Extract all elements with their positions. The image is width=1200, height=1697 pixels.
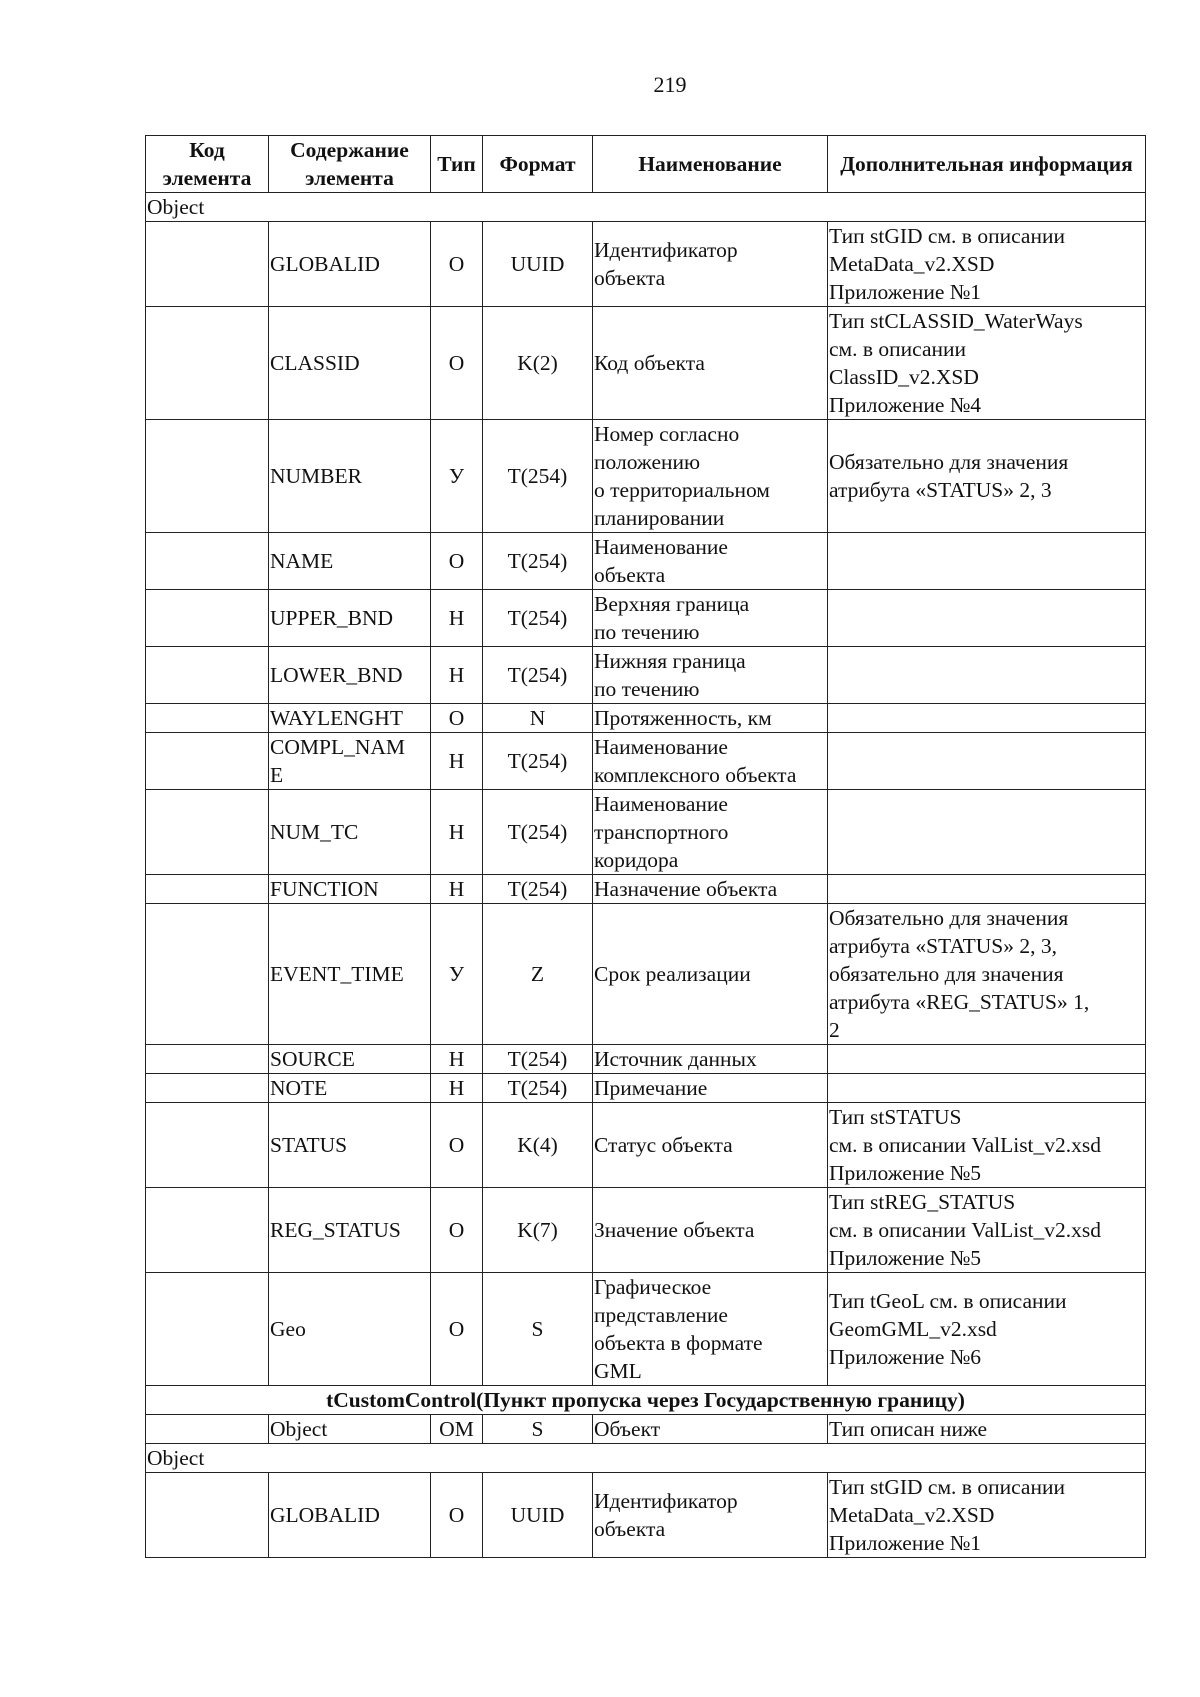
- cell-type: [431, 222, 483, 307]
- cell-content: [269, 704, 431, 733]
- cell-code: [146, 875, 269, 904]
- table-row: [146, 647, 1146, 704]
- cell-content: [269, 790, 431, 875]
- cell-code: [146, 1273, 269, 1386]
- cell-format-text: T(254): [507, 749, 568, 773]
- cell-name: [593, 1103, 828, 1188]
- cell-type-text: О: [448, 549, 465, 573]
- cell-format-text: UUID: [510, 252, 565, 276]
- cell-content: [269, 1415, 431, 1444]
- cell-content: [269, 1273, 431, 1386]
- cell-name: [593, 875, 828, 904]
- cell-name: [593, 590, 828, 647]
- cell-info-text: Тип stSTATUS см. в описании ValList_v2.xsd Приложение №5: [829, 1105, 1102, 1185]
- cell-code: [146, 420, 269, 533]
- cell-name: [593, 1045, 828, 1074]
- cell-content-text: STATUS: [270, 1133, 348, 1157]
- cell-type: [431, 420, 483, 533]
- cell-code: [146, 590, 269, 647]
- cell-content: [269, 875, 431, 904]
- table-row: [146, 1074, 1146, 1103]
- cell-code: [146, 704, 269, 733]
- cell-type-text: О: [448, 1133, 465, 1157]
- cell-content-text: COMPL_NAM E: [270, 735, 405, 787]
- cell-type: [431, 1188, 483, 1273]
- cell-format-text: K(2): [517, 351, 558, 375]
- cell-code: [146, 1188, 269, 1273]
- cell-content: [269, 647, 431, 704]
- cell-type-text: О: [448, 351, 465, 375]
- table-row: [146, 1103, 1146, 1188]
- cell-content-text: NUM_TC: [270, 820, 359, 844]
- cell-type-text: Н: [448, 820, 465, 844]
- cell-format-text: T(254): [507, 464, 568, 488]
- cell-code: [146, 222, 269, 307]
- cell-info: [828, 420, 1146, 533]
- section-label: Object: [146, 193, 1146, 222]
- cell-type: [431, 1415, 483, 1444]
- cell-name-text: Значение объекта: [594, 1218, 755, 1242]
- cell-content-text: CLASSID: [270, 351, 360, 375]
- cell-format-text: T(254): [507, 606, 568, 630]
- header-type: Тип: [431, 136, 483, 193]
- table-row: [146, 704, 1146, 733]
- cell-type-text: О: [448, 1503, 465, 1527]
- cell-info: [828, 647, 1146, 704]
- cell-format-text: T(254): [507, 877, 568, 901]
- cell-format: [483, 420, 593, 533]
- cell-name: [593, 1273, 828, 1386]
- cell-name-text: Верхняя граница по течению: [594, 592, 750, 644]
- cell-name: [593, 647, 828, 704]
- table-row: [146, 733, 1146, 790]
- cell-format: [483, 1473, 593, 1558]
- cell-format-text: T(254): [507, 663, 568, 687]
- cell-content-text: SOURCE: [270, 1047, 355, 1071]
- cell-name: [593, 222, 828, 307]
- cell-name-text: Наименование объекта: [594, 535, 728, 587]
- cell-type: [431, 1273, 483, 1386]
- cell-content-text: NUMBER: [270, 464, 362, 488]
- cell-content-text: EVENT_TIME: [270, 962, 404, 986]
- cell-type: [431, 790, 483, 875]
- cell-format: [483, 1415, 593, 1444]
- table-row: [146, 1273, 1146, 1386]
- cell-content: [269, 590, 431, 647]
- cell-content: [269, 1473, 431, 1558]
- cell-info: [828, 307, 1146, 420]
- cell-name: [593, 533, 828, 590]
- cell-code: [146, 733, 269, 790]
- cell-name-text: Наименование транспортного коридора: [594, 792, 729, 872]
- cell-info: [828, 1415, 1146, 1444]
- cell-type-text: Н: [448, 1047, 465, 1071]
- cell-info: [828, 590, 1146, 647]
- table-body: [146, 193, 1146, 1558]
- cell-type-text: У: [448, 464, 465, 488]
- cell-type: [431, 1473, 483, 1558]
- cell-format-text: T(254): [507, 1076, 568, 1100]
- cell-format: [483, 307, 593, 420]
- cell-name-text: Наименование комплексного объекта: [594, 735, 797, 787]
- cell-name: [593, 704, 828, 733]
- cell-name-text: Статус объекта: [594, 1133, 733, 1157]
- cell-info: [828, 1473, 1146, 1558]
- table-row: [146, 222, 1146, 307]
- cell-format: [483, 790, 593, 875]
- cell-content-text: GLOBALID: [270, 252, 380, 276]
- cell-type: [431, 307, 483, 420]
- cell-name-text: Источник данных: [594, 1047, 757, 1071]
- type-header-row: [146, 1386, 1146, 1415]
- cell-info: [828, 733, 1146, 790]
- table-row: [146, 875, 1146, 904]
- section-row: [146, 193, 1146, 222]
- cell-info: [828, 1074, 1146, 1103]
- cell-content-text: NAME: [270, 549, 334, 573]
- cell-code: [146, 647, 269, 704]
- cell-name-text: Код объекта: [594, 351, 705, 375]
- cell-format: [483, 1188, 593, 1273]
- cell-name: [593, 1473, 828, 1558]
- header-format: Формат: [483, 136, 593, 193]
- table-row: [146, 1045, 1146, 1074]
- cell-content: [269, 1045, 431, 1074]
- cell-name: [593, 1415, 828, 1444]
- cell-name-text: Протяженность, км: [594, 706, 772, 730]
- cell-type: [431, 733, 483, 790]
- cell-info: [828, 1045, 1146, 1074]
- cell-info: [828, 1188, 1146, 1273]
- cell-type: [431, 875, 483, 904]
- cell-content: [269, 1074, 431, 1103]
- section-label: Object: [146, 1444, 1146, 1473]
- cell-format-text: T(254): [507, 820, 568, 844]
- cell-type: [431, 533, 483, 590]
- cell-format-text: K(7): [517, 1218, 558, 1242]
- cell-content-text: WAYLENGHT: [270, 706, 403, 730]
- cell-content: [269, 307, 431, 420]
- cell-name: [593, 307, 828, 420]
- cell-name-text: Назначение объекта: [594, 877, 778, 901]
- cell-type-text: Н: [448, 749, 465, 773]
- cell-format-text: S: [531, 1317, 544, 1341]
- cell-info-text: Обязательно для значения атрибута «STATUS» 2, 3, обязательно для значения атрибута «REG_STATUS» 1, 2: [829, 906, 1090, 1042]
- cell-format-text: UUID: [510, 1503, 565, 1527]
- cell-type-text: Н: [448, 663, 465, 687]
- cell-type: [431, 647, 483, 704]
- cell-content-text: FUNCTION: [270, 877, 379, 901]
- cell-content-text: NOTE: [270, 1076, 328, 1100]
- cell-format: [483, 1103, 593, 1188]
- table-row: [146, 1473, 1146, 1558]
- cell-info-text: Тип tGeoL см. в описании GeomGML_v2.xsd Приложение №6: [829, 1289, 1067, 1369]
- cell-content-text: GLOBALID: [270, 1503, 380, 1527]
- cell-info-text: Тип stCLASSID_WaterWays см. в описании ClassID_v2.XSD Приложение №4: [829, 309, 1083, 417]
- cell-type-text: О: [448, 1218, 465, 1242]
- cell-info: [828, 1103, 1146, 1188]
- cell-name-text: Объект: [594, 1417, 661, 1441]
- table-row: [146, 1188, 1146, 1273]
- cell-name-text: Срок реализации: [594, 962, 751, 986]
- cell-format: [483, 733, 593, 790]
- cell-info-text: Тип stREG_STATUS см. в описании ValList_v2.xsd Приложение №5: [829, 1190, 1102, 1270]
- header-name: Наименование: [593, 136, 828, 193]
- header-content: Содержание элемента: [269, 136, 431, 193]
- cell-format: [483, 533, 593, 590]
- cell-info: [828, 904, 1146, 1045]
- cell-content: [269, 1103, 431, 1188]
- cell-content-text: Geo: [270, 1317, 306, 1341]
- cell-type: [431, 704, 483, 733]
- cell-type-text: О: [448, 252, 465, 276]
- cell-content: [269, 904, 431, 1045]
- cell-name: [593, 733, 828, 790]
- cell-format: [483, 904, 593, 1045]
- cell-format-text: K(4): [517, 1133, 558, 1157]
- cell-name: [593, 1074, 828, 1103]
- cell-info: [828, 1273, 1146, 1386]
- cell-code: [146, 790, 269, 875]
- cell-code: [146, 1074, 269, 1103]
- cell-type-text: О: [448, 706, 465, 730]
- cell-type-text: Н: [448, 1076, 465, 1100]
- cell-format: [483, 590, 593, 647]
- cell-type: [431, 1045, 483, 1074]
- cell-name-text: Графическое представление объекта в формате GML: [594, 1275, 763, 1383]
- header-info: Дополнительная информация: [828, 136, 1146, 193]
- table-row: [146, 790, 1146, 875]
- cell-type: [431, 904, 483, 1045]
- cell-info: [828, 875, 1146, 904]
- cell-format: [483, 222, 593, 307]
- cell-info-text: Тип stGID см. в описании MetaData_v2.XSD Приложение №1: [829, 224, 1065, 304]
- cell-name-text: Идентификатор объекта: [594, 1489, 738, 1541]
- cell-type-text: У: [448, 962, 465, 986]
- cell-name-text: Примечание: [594, 1076, 708, 1100]
- table-row: [146, 307, 1146, 420]
- cell-name-text: Идентификатор объекта: [594, 238, 738, 290]
- cell-format-text: Z: [530, 962, 545, 986]
- cell-info-text: Тип описан ниже: [829, 1417, 988, 1441]
- cell-type-text: Н: [448, 877, 465, 901]
- cell-format-text: T(254): [507, 549, 568, 573]
- cell-name-text: Нижняя граница по течению: [594, 649, 746, 701]
- element-spec-table: [145, 135, 1146, 1558]
- cell-type-text: О: [448, 1317, 465, 1341]
- cell-format: [483, 1045, 593, 1074]
- cell-info: [828, 222, 1146, 307]
- cell-type: [431, 1074, 483, 1103]
- header-code: Код элемента: [146, 136, 269, 193]
- table-row: [146, 590, 1146, 647]
- cell-format: [483, 1273, 593, 1386]
- cell-format-text: S: [531, 1417, 544, 1441]
- table-row: [146, 904, 1146, 1045]
- table-row: [146, 420, 1146, 533]
- cell-name: [593, 420, 828, 533]
- cell-type: [431, 590, 483, 647]
- cell-code: [146, 1045, 269, 1074]
- table-header-row: [146, 136, 1146, 193]
- cell-type: [431, 1103, 483, 1188]
- cell-content-text: Object: [270, 1417, 328, 1441]
- cell-format-text: N: [529, 706, 546, 730]
- table-row: [146, 1415, 1146, 1444]
- cell-info: [828, 533, 1146, 590]
- cell-code: [146, 1415, 269, 1444]
- cell-content: [269, 1188, 431, 1273]
- type-header-label: tCustomControl(Пункт пропуска через Государственную границу): [146, 1386, 1146, 1415]
- cell-name-text: Номер согласно положению о территориальном планировании: [594, 422, 770, 530]
- cell-info: [828, 790, 1146, 875]
- table-row: [146, 533, 1146, 590]
- cell-name: [593, 1188, 828, 1273]
- cell-content: [269, 733, 431, 790]
- cell-info-text: Обязательно для значения атрибута «STATUS» 2, 3: [829, 450, 1069, 502]
- cell-content: [269, 420, 431, 533]
- cell-format: [483, 1074, 593, 1103]
- cell-code: [146, 533, 269, 590]
- cell-type-text: ОМ: [439, 1417, 474, 1441]
- cell-code: [146, 1103, 269, 1188]
- cell-format: [483, 647, 593, 704]
- cell-type-text: Н: [448, 606, 465, 630]
- cell-code: [146, 1473, 269, 1558]
- cell-info: [828, 704, 1146, 733]
- cell-content: [269, 533, 431, 590]
- cell-content-text: REG_STATUS: [270, 1218, 401, 1242]
- cell-format-text: T(254): [507, 1047, 568, 1071]
- cell-code: [146, 904, 269, 1045]
- cell-name: [593, 790, 828, 875]
- cell-content-text: LOWER_BND: [270, 663, 403, 687]
- section-row: [146, 1444, 1146, 1473]
- cell-content-text: UPPER_BND: [270, 606, 394, 630]
- cell-content: [269, 222, 431, 307]
- cell-info-text: Тип stGID см. в описании MetaData_v2.XSD Приложение №1: [829, 1475, 1065, 1555]
- page-number: 219: [653, 72, 687, 97]
- cell-name: [593, 904, 828, 1045]
- cell-code: [146, 307, 269, 420]
- cell-format: [483, 704, 593, 733]
- cell-format: [483, 875, 593, 904]
